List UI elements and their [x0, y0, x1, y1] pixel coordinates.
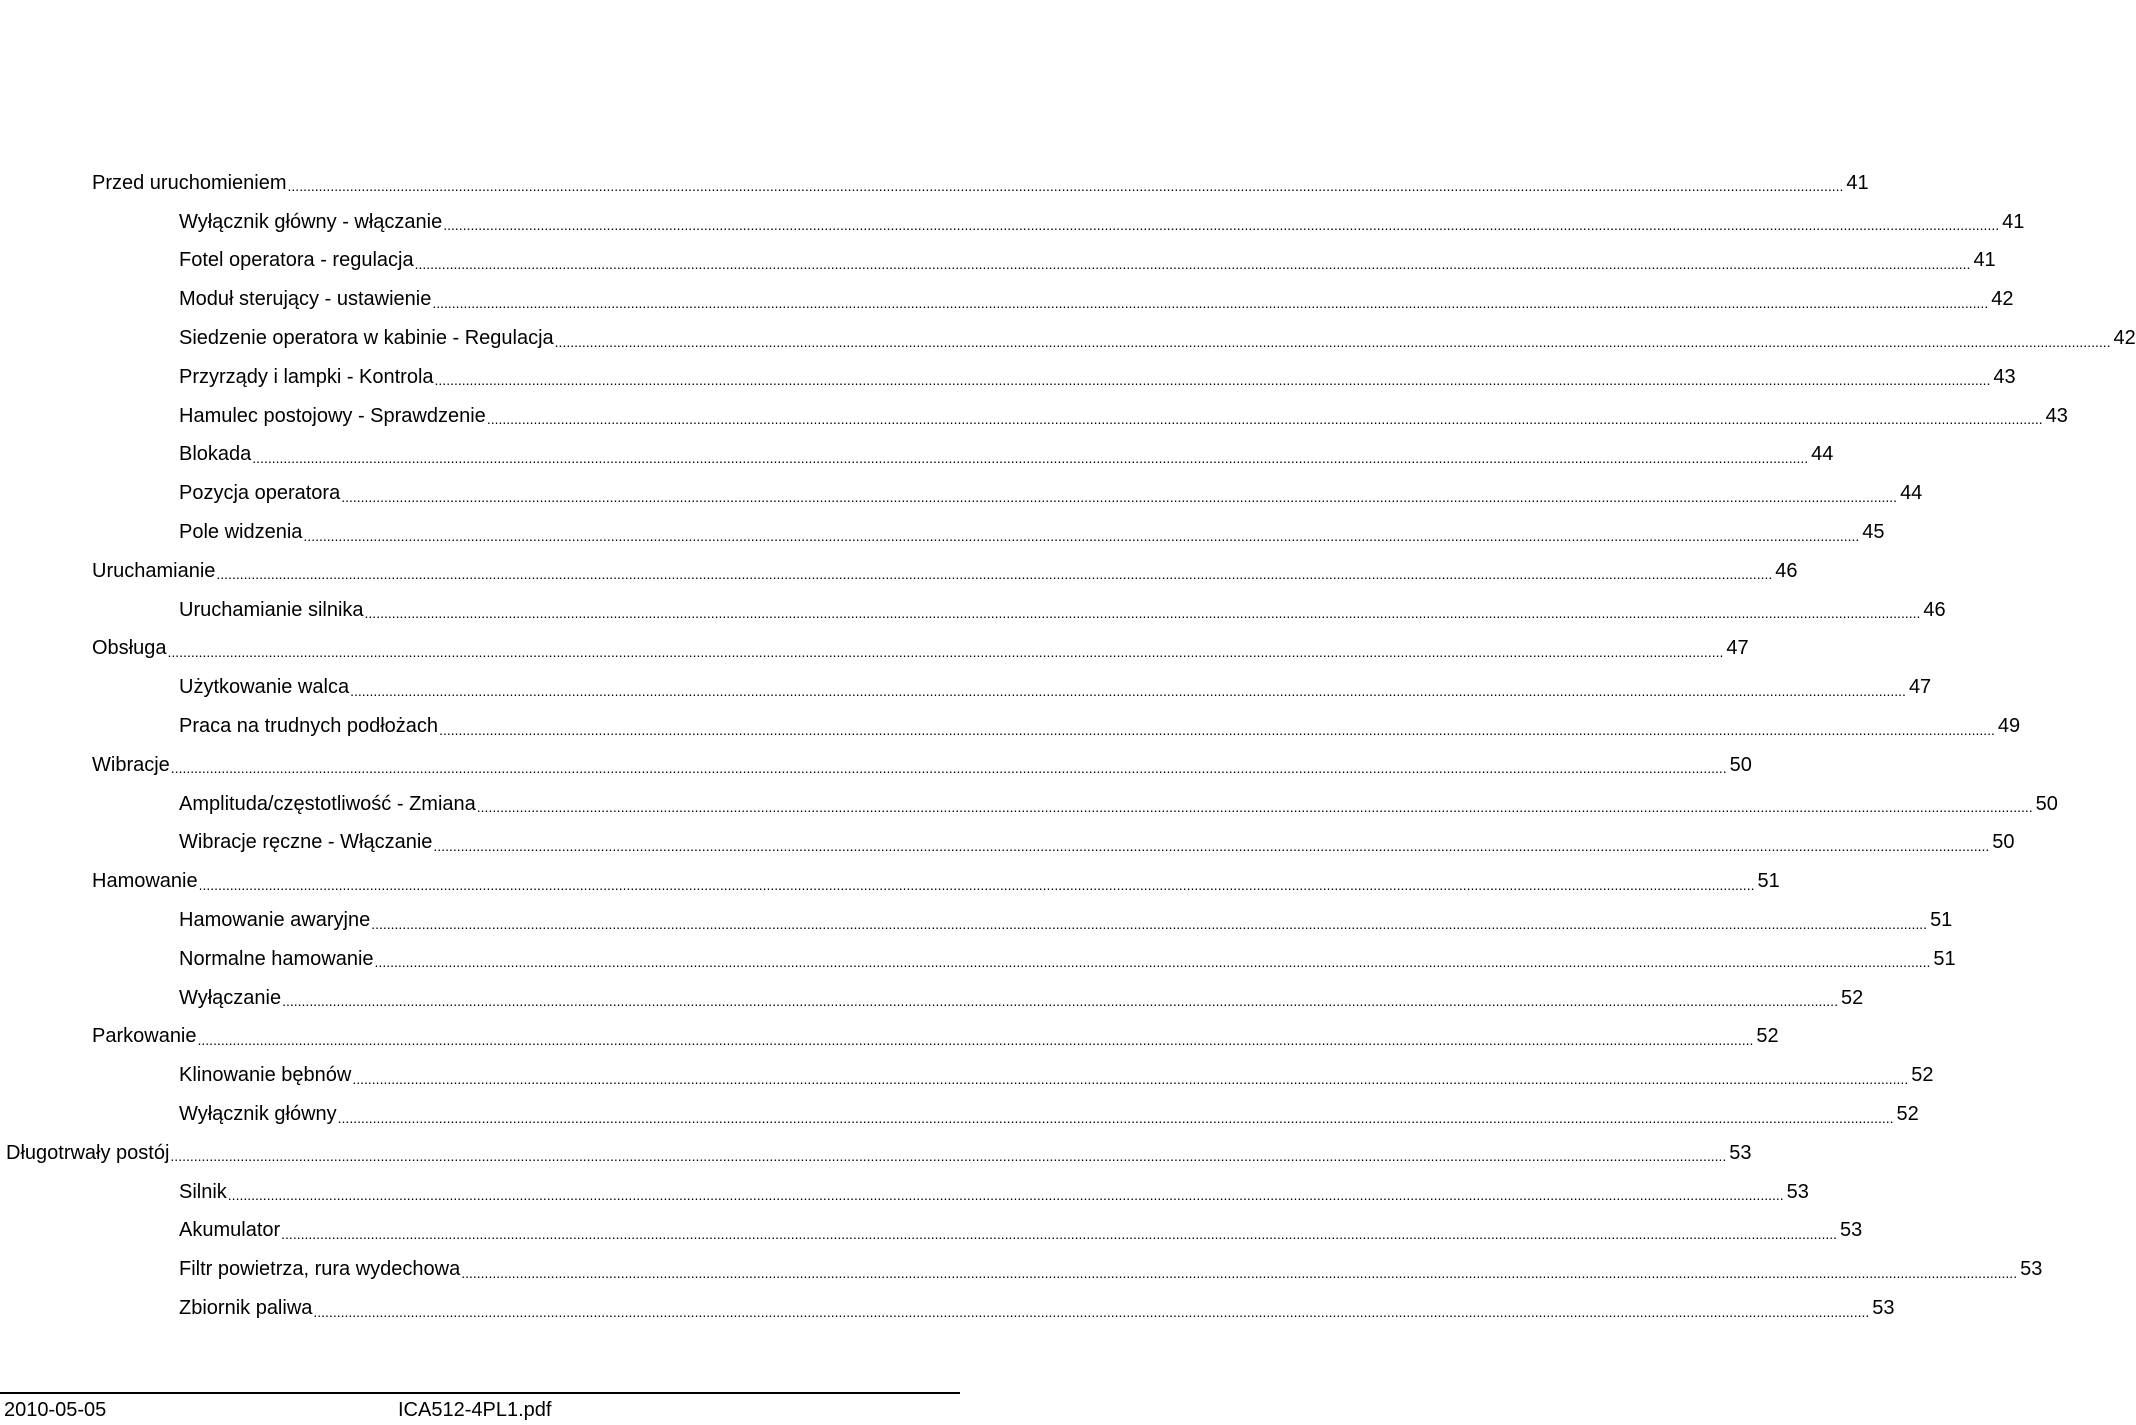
toc-entry-page-number: 47: [1908, 676, 1932, 699]
table-of-contents: [0, 164, 2136, 1328]
toc-entry-page-number: 46: [1775, 559, 1798, 582]
toc-entry-page-number: 45: [1862, 521, 1885, 544]
toc-entry[interactable]: [0, 1095, 1919, 1134]
toc-dot-leader: ................................................................................................................................................................................................................................................................................................................................................................................................................: [439, 721, 1995, 738]
toc-entry[interactable]: [0, 746, 1752, 785]
toc-dot-leader: ................................................................................................................................................................................................................................................................................................................................................................................................................: [170, 1148, 1727, 1165]
toc-entry[interactable]: [0, 707, 2021, 746]
toc-entry-label: Obsługa: [92, 637, 167, 660]
toc-entry-label: Zbiornik paliwa: [179, 1297, 313, 1319]
toc-entry-label: Hamulec postojowy - Sprawdzenie: [179, 404, 486, 427]
toc-entry-page-number: 47: [1726, 637, 1749, 660]
toc-dot-leader: ................................................................................................................................................................................................................................................................................................................................................................................................................: [281, 1225, 1838, 1242]
toc-entry-label: Praca na trudnych podłożach: [179, 715, 439, 738]
toc-entry-page-number: 53: [1786, 1180, 1809, 1203]
toc-dot-leader: ................................................................................................................................................................................................................................................................................................................................................................................................................: [443, 217, 2000, 234]
toc-dot-leader: ................................................................................................................................................................................................................................................................................................................................................................................................................: [476, 799, 2033, 816]
toc-entry-label: Wyłącznik główny: [179, 1103, 337, 1126]
toc-dot-leader: ................................................................................................................................................................................................................................................................................................................................................................................................................: [371, 915, 1928, 932]
toc-entry-page-number: 52: [1756, 1025, 1779, 1048]
toc-entry-page-number: 53: [1729, 1141, 1752, 1164]
toc-entry-page-number: 41: [1973, 249, 1996, 272]
toc-entry-label: Filtr powietrza, rura wydechowa: [179, 1258, 461, 1281]
toc-entry[interactable]: [0, 242, 1996, 281]
toc-dot-leader: ................................................................................................................................................................................................................................................................................................................................................................................................................: [197, 1031, 1754, 1048]
toc-dot-leader: ................................................................................................................................................................................................................................................................................................................................................................................................................: [252, 449, 1809, 466]
toc-entry-label: Normalne hamowanie: [179, 947, 374, 970]
toc-entry[interactable]: [0, 785, 2058, 824]
toc-entry[interactable]: [0, 940, 1956, 979]
toc-entry-label: Użytkowanie walca: [179, 676, 350, 699]
toc-dot-leader: ................................................................................................................................................................................................................................................................................................................................................................................................................: [350, 682, 1906, 699]
toc-dot-leader: ................................................................................................................................................................................................................................................................................................................................................................................................................: [167, 643, 1724, 660]
toc-entry-label: Amplituda/częstotliwość - Zmiana: [179, 792, 476, 815]
toc-dot-leader: ................................................................................................................................................................................................................................................................................................................................................................................................................: [198, 876, 1755, 893]
toc-entry-label: Klinowanie bębnów: [179, 1064, 352, 1087]
toc-entry-page-number: 46: [1923, 598, 1946, 621]
toc-entry-label: Fotel operatora - regulacja: [179, 249, 414, 272]
toc-entry-label: Akumulator: [179, 1219, 281, 1242]
toc-entry[interactable]: [0, 862, 1780, 901]
toc-entry[interactable]: [0, 1018, 1779, 1057]
toc-entry[interactable]: [0, 1134, 1752, 1173]
toc-entry[interactable]: [0, 474, 1923, 513]
toc-entry-label: Hamowanie awaryjne: [179, 909, 371, 932]
toc-entry-page-number: 49: [1997, 715, 2021, 738]
toc-entry[interactable]: [0, 319, 2136, 358]
toc-entry-page-number: 43: [1993, 365, 2016, 388]
toc-entry-page-number: 44: [1900, 482, 1923, 505]
footer-divider: [0, 1392, 960, 1394]
footer-filename: ICA512-4PL1.pdf: [398, 1399, 552, 1421]
toc-entry-label: Wibracje: [92, 753, 170, 776]
toc-dot-leader: ................................................................................................................................................................................................................................................................................................................................................................................................................: [414, 255, 1971, 272]
toc-dot-leader: ................................................................................................................................................................................................................................................................................................................................................................................................................: [554, 333, 2111, 350]
toc-entry-page-number: 42: [2113, 327, 2136, 350]
toc-entry-page-number: 50: [1992, 831, 2015, 854]
toc-entry-label: Pole widzenia: [179, 521, 303, 544]
toc-entry-label: Siedzenie operatora w kabinie - Regulacja: [179, 327, 554, 350]
footer-date: 2010-05-05: [4, 1399, 107, 1421]
toc-entry-page-number: 51: [1930, 909, 1953, 932]
toc-dot-leader: ................................................................................................................................................................................................................................................................................................................................................................................................................: [374, 954, 1931, 971]
toc-entry-label: Wyłączanie: [179, 986, 282, 1009]
toc-entry-page-number: 52: [1911, 1064, 1934, 1087]
toc-dot-leader: ................................................................................................................................................................................................................................................................................................................................................................................................................: [282, 993, 1838, 1010]
toc-entry[interactable]: [0, 203, 2025, 242]
toc-entry[interactable]: [0, 1289, 1895, 1328]
toc-entry[interactable]: [0, 630, 1749, 669]
toc-entry[interactable]: [0, 824, 2015, 863]
toc-entry-page-number: 42: [1991, 288, 2014, 311]
toc-entry-label: Długotrwały postój: [6, 1141, 170, 1164]
toc-entry-page-number: 53: [1840, 1219, 1863, 1242]
toc-dot-leader: ................................................................................................................................................................................................................................................................................................................................................................................................................: [461, 1264, 2018, 1281]
toc-dot-leader: ................................................................................................................................................................................................................................................................................................................................................................................................................: [170, 760, 1727, 777]
toc-dot-leader: ................................................................................................................................................................................................................................................................................................................................................................................................................: [432, 294, 1989, 311]
toc-entry-label: Uruchamianie: [92, 559, 216, 582]
toc-entry-label: Wyłącznik główny - włączanie: [179, 210, 443, 233]
toc-entry-label: Wibracje ręczne - Włączanie: [179, 831, 433, 854]
toc-dot-leader: ................................................................................................................................................................................................................................................................................................................................................................................................................: [364, 605, 1921, 622]
toc-entry-page-number: 51: [1933, 947, 1956, 970]
toc-entry-page-number: 51: [1757, 870, 1780, 893]
toc-entry[interactable]: [0, 1212, 1863, 1251]
toc-dot-leader: ................................................................................................................................................................................................................................................................................................................................................................................................................: [303, 527, 1860, 544]
toc-entry[interactable]: [0, 668, 1932, 707]
toc-entry[interactable]: [0, 979, 1864, 1018]
toc-entry-label: Silnik: [179, 1180, 227, 1203]
toc-entry[interactable]: [0, 280, 2014, 319]
toc-dot-leader: ................................................................................................................................................................................................................................................................................................................................................................................................................: [216, 566, 1773, 583]
toc-entry-label: Blokada: [179, 443, 252, 466]
toc-entry[interactable]: [0, 1173, 1809, 1212]
toc-entry-page-number: 44: [1811, 443, 1834, 466]
toc-entry-page-number: 41: [1846, 171, 1869, 194]
toc-dot-leader: ................................................................................................................................................................................................................................................................................................................................................................................................................: [227, 1187, 1784, 1204]
toc-entry[interactable]: [0, 1250, 2043, 1289]
toc-entry[interactable]: [0, 436, 1834, 475]
toc-entry-page-number: 50: [2035, 792, 2058, 815]
toc-entry-label: Pozycja operatora: [179, 482, 341, 505]
toc-dot-leader: ................................................................................................................................................................................................................................................................................................................................................................................................................: [287, 178, 1844, 195]
toc-dot-leader: ................................................................................................................................................................................................................................................................................................................................................................................................................: [352, 1070, 1909, 1087]
toc-entry-label: Przed uruchomieniem: [92, 171, 287, 194]
toc-entry-page-number: 53: [1872, 1297, 1895, 1319]
toc-entry-page-number: 41: [2002, 210, 2025, 233]
toc-dot-leader: ................................................................................................................................................................................................................................................................................................................................................................................................................: [341, 488, 1898, 505]
toc-dot-leader: ................................................................................................................................................................................................................................................................................................................................................................................................................: [486, 411, 2043, 428]
toc-entry-label: Parkowanie: [92, 1025, 197, 1048]
toc-dot-leader: ................................................................................................................................................................................................................................................................................................................................................................................................................: [434, 372, 1991, 389]
toc-entry-page-number: 52: [1896, 1103, 1919, 1126]
toc-entry-page-number: 52: [1840, 986, 1864, 1009]
toc-entry-label: Uruchamianie silnika: [179, 598, 364, 621]
toc-entry[interactable]: [0, 1056, 1934, 1095]
toc-entry[interactable]: [0, 358, 2016, 397]
toc-entry[interactable]: [0, 591, 1946, 630]
toc-entry[interactable]: [0, 552, 1798, 591]
toc-entry-page-number: 43: [2045, 404, 2068, 427]
toc-entry-label: Przyrządy i lampki - Kontrola: [179, 365, 434, 388]
toc-entry[interactable]: [0, 397, 2068, 436]
toc-entry-page-number: 53: [2020, 1258, 2043, 1281]
toc-entry-label: Hamowanie: [92, 870, 198, 893]
toc-entry[interactable]: [0, 164, 1869, 203]
toc-entry-label: Moduł sterujący - ustawienie: [179, 288, 432, 311]
toc-dot-leader: ................................................................................................................................................................................................................................................................................................................................................................................................................: [337, 1109, 1894, 1126]
toc-dot-leader: ................................................................................................................................................................................................................................................................................................................................................................................................................: [313, 1303, 1870, 1320]
toc-dot-leader: ................................................................................................................................................................................................................................................................................................................................................................................................................: [433, 837, 1990, 854]
toc-entry-page-number: 50: [1729, 753, 1752, 776]
toc-entry[interactable]: [0, 901, 1953, 940]
toc-entry[interactable]: [0, 513, 1885, 552]
